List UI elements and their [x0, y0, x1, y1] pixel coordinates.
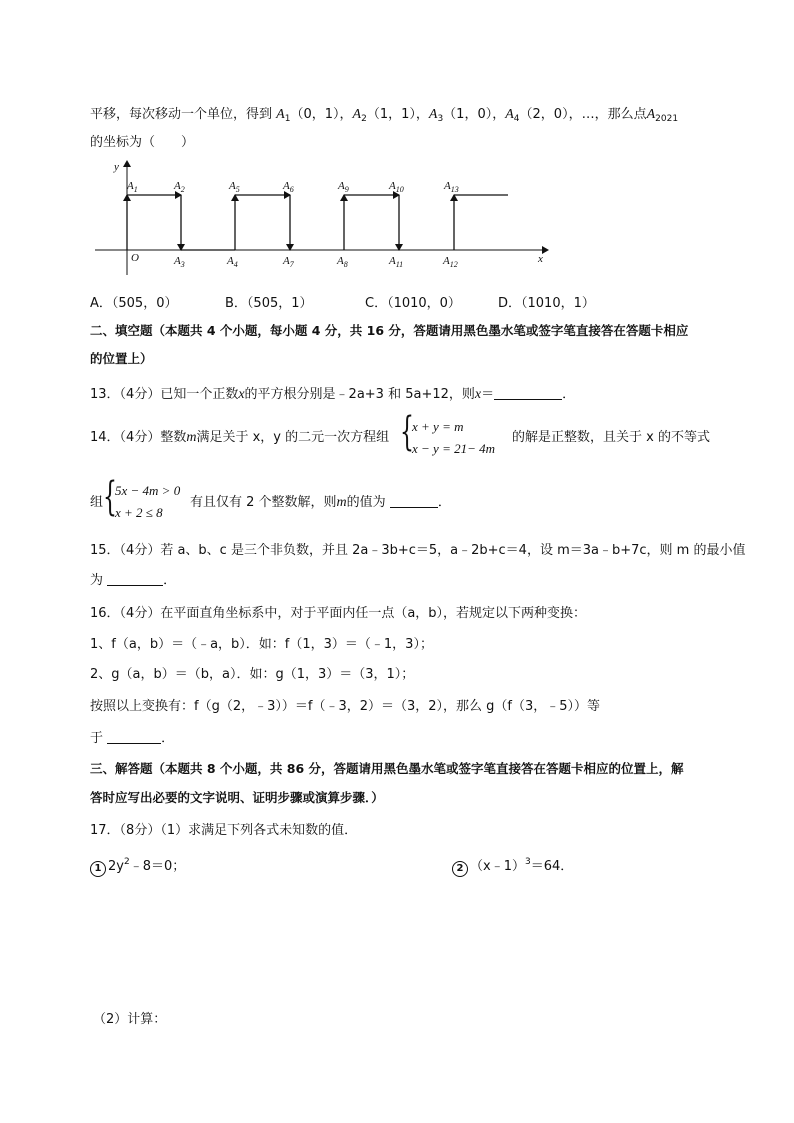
q14-line1: [90, 429, 389, 447]
q17-part2: （2）计算：: [93, 1012, 167, 1027]
option-c: C．（1010，0）: [365, 296, 461, 311]
section3-heading-cont: 答时应写出必要的文字说明、证明步骤或演算步骤．）: [90, 790, 384, 805]
q16-text: 于: [90, 731, 104, 746]
q15-period: ．: [163, 573, 177, 588]
q14-text-mid: 满足关于 x，y 的二元一次方程组: [196, 430, 390, 445]
label-a5: $A_5$: [229, 180, 240, 194]
point-sub: 3: [437, 114, 444, 124]
q17-item2-tail: ＝64．: [530, 859, 574, 874]
q14-var-m: m: [186, 430, 197, 445]
q16-line2: 1、f（a，b）＝（﹣a，b）．如：f（1，3）＝（﹣1，3）；: [90, 637, 433, 652]
system-brace: {: [400, 409, 414, 455]
section2-heading-cont: 的位置上）: [90, 351, 153, 366]
option-d: D．（1010，1）: [498, 296, 595, 311]
q17-item1-tail: ﹣8＝0；: [129, 859, 186, 874]
option-b: B．（505，1）: [225, 296, 313, 311]
option-a: A．（505，0）: [90, 296, 178, 311]
y-axis-label: y: [114, 161, 119, 173]
q14-value-text: 的值为: [346, 495, 386, 510]
point-coord: （2，0）: [519, 107, 569, 122]
q17-item1-expr: 2y: [108, 859, 124, 874]
label-a2: $A_2$: [174, 180, 185, 194]
q13-text-mid: 的平方根分别是﹣2a+3 和 5a+12，则: [244, 387, 475, 402]
point-name: A: [276, 107, 285, 122]
answer-blank[interactable]: [107, 573, 163, 586]
point-sub: 4: [513, 114, 520, 124]
q17-item2-expr: （x﹣1）: [470, 859, 525, 874]
q17-item2: [452, 853, 573, 877]
circled-number: 1: [90, 861, 106, 877]
q13-period: ．: [562, 387, 576, 402]
point-coord: （1，1）: [366, 107, 416, 122]
q17-line1: 17．（8分）（1）求满足下列各式未知数的值．: [90, 823, 358, 838]
q14-line2: [190, 494, 451, 512]
q17-item1: [90, 853, 185, 877]
q15-line2: [90, 572, 176, 590]
equation-1: x + y = m: [412, 419, 464, 434]
circled-number: 2: [452, 861, 468, 877]
point-name: A: [428, 107, 438, 122]
label-a11: $A_{11}$: [389, 255, 404, 269]
q16-line4: 按照以上变换有：f（g（2，﹣3））＝f（﹣3，2）＝（3，2），那么 g（f（3，﹣5））等: [90, 699, 601, 714]
q15-line1: 15．（4分）若 a、b、c 是三个非负数，并且 2a﹣3b+c＝5，a﹣2b+c＝4，设 m＝3a﹣b+7c，则 m 的最小值: [90, 543, 746, 558]
q13-var: x: [238, 387, 245, 402]
point-sub: 1: [284, 114, 291, 124]
point-name: A: [505, 107, 514, 122]
label-a1: $A_1$: [127, 180, 138, 194]
q13-eq: ＝: [481, 387, 495, 402]
origin-label: O: [131, 252, 139, 264]
point-coord: （0，1）: [290, 107, 340, 122]
q12-line1: 平移，每次移动一个单位，得到 $A_1(0$，1），$A_2(1$，1），$A_3(1$，0），$A_4(2$，0），…，那么点$A_{2021}$: [90, 107, 679, 124]
target-point-sub: 2021: [655, 114, 679, 124]
q14-line1-end: 的解是正整数，且关于 x 的不等式: [512, 430, 710, 445]
target-point-name: A: [646, 107, 656, 122]
q14-period: ．: [437, 495, 451, 510]
q16-line1: 16．（4分）在平面直角坐标系中，对于平面内任一点（a，b），若规定以下两种变换：: [90, 606, 587, 621]
q17-item2-exponent: 3: [524, 857, 531, 867]
point-name: A: [352, 107, 362, 122]
inequality-2: x + 2 ≤ 8: [115, 505, 163, 520]
label-a4: $A_4$: [227, 255, 238, 269]
answer-blank[interactable]: [390, 495, 438, 508]
q13-var2: x: [474, 387, 482, 402]
inequality-1: 5x − 4m > 0: [115, 483, 181, 498]
answer-blank[interactable]: [494, 387, 562, 400]
q12-line2: 的坐标为（ ）: [90, 135, 195, 150]
label-a8: $A_8$: [337, 255, 348, 269]
x-axis-label: x: [538, 253, 543, 265]
q14-text-end: 有且仅有 2 个整数解，则: [190, 495, 337, 510]
q12-ellipsis: ，…，那么点: [568, 107, 647, 122]
q15-text: 为: [90, 573, 104, 588]
label-a3: $A_3$: [174, 255, 185, 269]
q14-line2-start: 组: [90, 495, 104, 510]
q14-text: 14．（4分）整数: [90, 430, 187, 445]
q16-line5: [90, 730, 174, 748]
q14-var-m2: m: [336, 495, 347, 510]
q17-item1-exponent: 2: [123, 857, 130, 867]
label-a7: $A_7$: [283, 255, 294, 269]
q12-intro: 平移，每次移动一个单位，得到: [90, 107, 273, 122]
label-a13: $A_{13}$: [444, 180, 459, 194]
label-a6: $A_6$: [283, 180, 294, 194]
label-a10: $A_{10}$: [389, 180, 404, 194]
q16-line3: 2、g（a，b）＝（b，a）．如：g（1，3）＝（3，1）；: [90, 667, 415, 682]
q12-figure: [0, 155, 794, 305]
section2-heading: 二、填空题（本题共 4 个小题，每小题 4 分，共 16 分，答题请用黑色墨水笔或签字笔直接答在答题卡相应: [90, 323, 689, 338]
label-a12: $A_{12}$: [443, 255, 458, 269]
inequality-brace: {: [103, 474, 117, 520]
q13: [90, 386, 575, 404]
section3-heading: 三、解答题（本题共 8 个小题，共 86 分，答题请用黑色墨水笔或签字笔直接答在答题卡相应的位置上，解: [90, 761, 684, 776]
answer-blank[interactable]: [107, 731, 161, 744]
point-sub: 2: [361, 114, 367, 124]
point-coord: （1，0）: [443, 107, 493, 122]
q16-period: ．: [161, 731, 175, 746]
equation-2: x − y = 21− 4m: [412, 441, 495, 456]
label-a9: $A_9$: [338, 180, 349, 194]
q13-text: 13．（4分）已知一个正数: [90, 387, 239, 402]
zigzag-path: [127, 195, 508, 250]
